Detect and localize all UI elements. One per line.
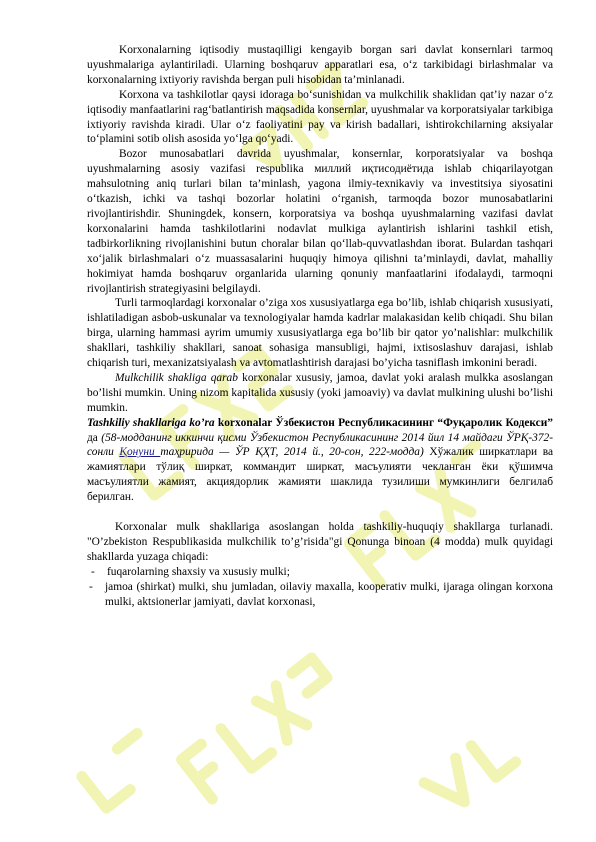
watermark-seal-lower-left bbox=[82, 733, 162, 808]
document-page bbox=[87, 43, 553, 610]
civil-code-reference: korxonalar Ўзбекистон Республикасининг “Фуқаролик Кодекси” bbox=[214, 416, 553, 429]
spacer bbox=[87, 505, 553, 520]
ownership-form-heading: Mulkchilik shakliga qarab bbox=[115, 371, 238, 384]
paragraph-2: Korxona va tashkilotlar qaysi idoraga bo‘sunishidan va mulkchilik shaklidan qat’iy nazar o‘z iqtisodiy manfaatlarini rag‘batlantirish maqsadida konsernlar, uyushmalar va korporatsiyalar tarkibiga ixtiyoriy ravishda kiradi. Ular o‘z faoliyatini pay va kirish badallari, ishtirokchilarning aksiyalar to‘plamini sotib olish asosida yo‘lga qo‘yadi. bbox=[87, 88, 553, 146]
ownership-forms-list bbox=[87, 565, 553, 610]
law-link[interactable]: Қонуни bbox=[119, 446, 161, 459]
paragraph-3: Bozor munosabatlari davrida uyushmalar, konsernlar, korporatsiyalar va boshqa uyushmalarning asosiy vazifasi respublika миллий иқтисодиётида ishlab chiqarilayotgan mahsulotning aniq turlari bilan ta’minlash, yagona ilmiy-texnikaviy va investitsiya siyosatini o‘tkazish, ichki va tashqi bozorlar holatini o‘rganish, tarmoqda bozor munosabatlarini rivojlantirishdir. Shuningdek, konsern, korporatsiya va boshqa uyushmalarning vazifasi davlat korxonalarini hamda tashkilotlarini nodavlat mulkiga aylantirish ishlarini tashkil etish, tadbirkorlikning rivojlanishini butun choralar bilan qo‘llab-quvvatlashdan iborat. Bulardan tashqari xo‘jalik birlashmalari o‘z muassasalarini huquqiy himoya qilishni ta’minlaydi, davlat, mahalliy hokimiyat hamda boshqaruv organlarida ularning qonuniy manfaatlarini ifodalaydi, tarmoqni rivojlantirish strategiyasini belgilaydi. bbox=[87, 148, 553, 295]
list-item: - fuqarolarning shaxsiy va xususiy mulki; bbox=[87, 565, 553, 580]
paragraph-6-text-a: да bbox=[87, 431, 102, 444]
paragraph-5-text: korxonalar xususiy, jamoa, davlat yoki aralash mulkka asoslangan bo’lishi mumkin. Uning nizom kapitalida xususiy (yoki jamoaviy) va davlat mulkining ulushi bo’lishi mumkin. bbox=[87, 371, 553, 414]
paragraph-4: Turli tarmoqlardagi korxonalar o’ziga xos xususiyatlarga ega bo’lib, ishlab chiqarish xususiyati, ishlatiladigan asbob-uskunalar va texnologiyalar hamda kadrlar malakasidan kelib chiqadi. Shu bilan birga, ularning hammasi ayrim umumiy xususiyatlarga ega bo’lib bir qator yo’nalishlar: mulkchilik shakllari, tashkiliy shakllari, sanoat sohasiga mansubligi, hajmi, ixtisoslashuv darajasi, ishlab chiqarish turi, mexanizatsiyalash va avtomatlashtirish darajasi bo’yicha tasniflash imkonini beradi. bbox=[87, 297, 553, 370]
paragraph-6-italic-a: (58-модданинг иккинчи қисми Ўзбекистон Республикасининг 2014 йил 14 майдаги ЎРҚ-372-сонли bbox=[87, 431, 554, 459]
organizational-form-heading: Tashkiliy shakllariga ko’ra bbox=[87, 416, 215, 429]
paragraph-5 bbox=[87, 371, 553, 416]
watermark-seal-lower-right bbox=[424, 730, 516, 814]
watermark-seal-bottom bbox=[182, 658, 343, 799]
paragraph-1: Korxonalarning iqtisodiy mustaqilligi kengayib borgan sari davlat konsernlari tarmoq uyushmalariga aylantiriladi. Ularning boshqaruv apparatlari esa, o‘z tarkibidagi birlashmalar va korxonalarning ixtiyoriy ravishda bergan puli hisobidan ta’minlanadi. bbox=[87, 44, 553, 86]
paragraph-6-text-b: Хўжалик ширкатлари ва жамиятлари тўлиқ ширкат, коммандит ширкат, масъулияти чекланган ёки қўшимча масъулиятли жамият, акциядорлик жамияти шаклида тузилиши мумкинлиги белгилаб берилган. bbox=[87, 446, 554, 504]
paragraph-6 bbox=[87, 416, 553, 505]
paragraph-7: Korxonalar mulk shakllariga asoslangan holda tashkiliy-huquqiy shakllarga turlanadi. "O’zbekiston Respublikasida mulkchilik to’g’risida"gi Qonunga binoan (4 modda) mulk quyidagi shakllarda yuzaga chiqadi: bbox=[87, 521, 553, 563]
list-item: - jamoa (shirkat) mulki, shu jumladan, oilaviy maxalla, kooperativ mulki, ijaraga olingan korxona mulki, aktsionerlar jamiyati, davlat korxonasi, bbox=[87, 580, 553, 610]
paragraph-6-italic-b: таҳририда — ЎР ҚҲТ, 2014 й., 20-сон, 222-модда) bbox=[160, 446, 424, 459]
